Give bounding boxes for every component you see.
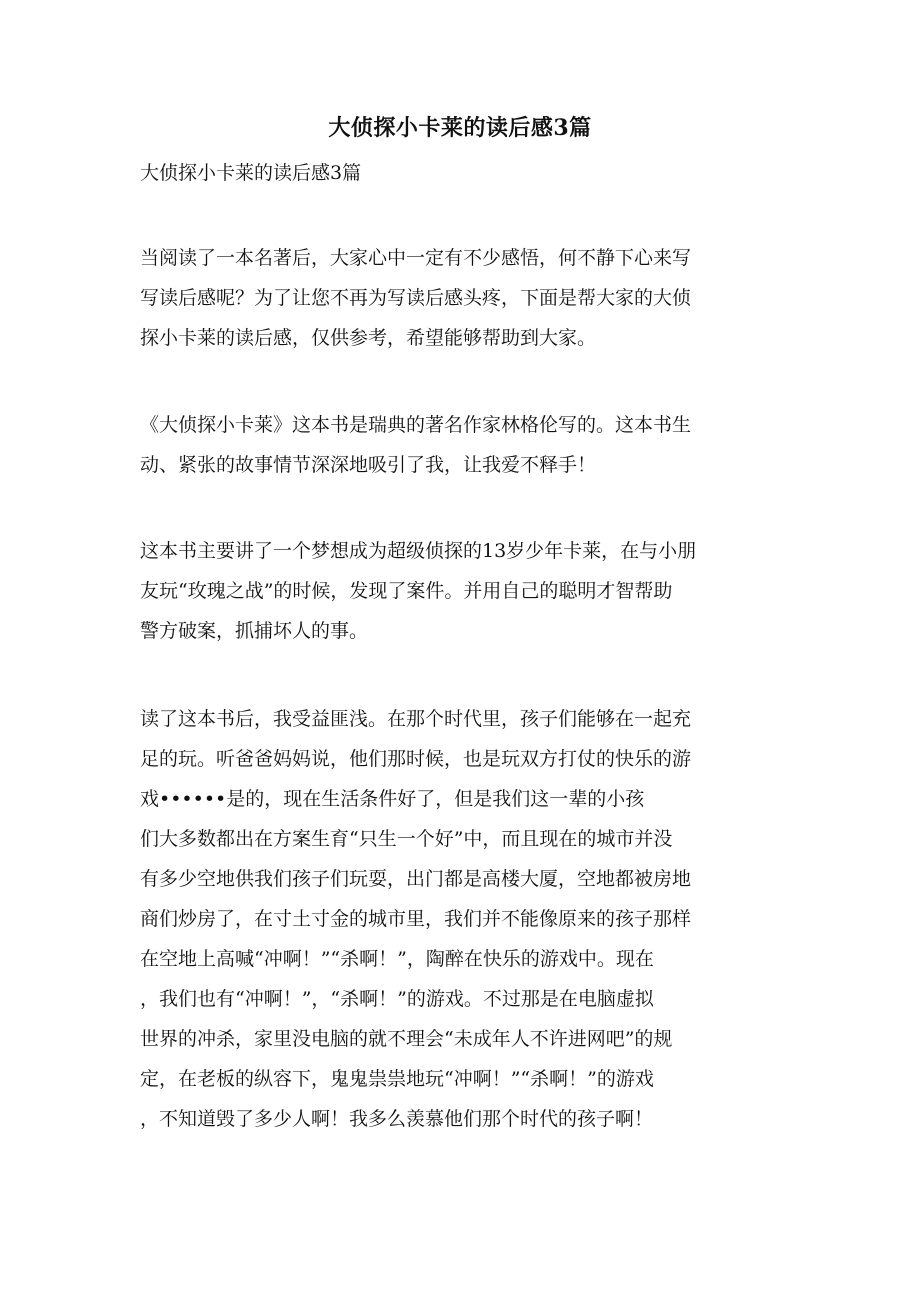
- text-line: 读了这本书后，我受益匪浅。在那个时代里，孩子们能够在一起充: [140, 708, 692, 730]
- page-title: 大侦探小卡莱的读后感3篇: [328, 115, 592, 141]
- text-line: 世界的冲杀，家里没电脑的就不理会“未成年人不许进网吧”的规: [140, 1028, 673, 1050]
- text-line: 这本书主要讲了一个梦想成为超级侦探的13岁少年卡莱，在与小朋: [140, 540, 697, 562]
- text-line: 探小卡莱的读后感，仅供参考，希望能够帮助到大家。: [140, 327, 597, 349]
- text-line: ，不知道毁了多少人啊！我多么羡慕他们那个时代的孩子啊！: [140, 1108, 654, 1130]
- subtitle: 大侦探小卡莱的读后感3篇: [140, 162, 362, 184]
- text-line: 动、紧张的故事情节深深地吸引了我，让我爱不释手！: [140, 454, 597, 476]
- paragraph-summary: [140, 531, 780, 651]
- text-line: 友玩“玫瑰之战”的时候，发现了案件。并用自己的聪明才智帮助: [140, 580, 673, 602]
- paragraph-reflection: [140, 699, 780, 1139]
- text-line: 定，在老板的纵容下，鬼鬼祟祟地玩“冲啊！”“杀啊！”的游戏: [140, 1068, 654, 1090]
- paragraph-intro: [140, 238, 780, 358]
- text-line: 戏••••••是的，现在生活条件好了，但是我们这一辈的小孩: [140, 788, 645, 810]
- text-line: 足的玩。听爸爸妈妈说，他们那时候，也是玩双方打仗的快乐的游: [140, 748, 692, 770]
- text-line: 写读后感呢？为了让您不再为写读后感头疼，下面是帮大家的大侦: [140, 287, 692, 309]
- text-line: ，我们也有“冲啊！”，“杀啊！”的游戏。不过那是在电脑虚拟: [140, 988, 654, 1010]
- text-line: 有多少空地供我们孩子们玩耍，出门都是高楼大厦，空地都被房地: [140, 868, 692, 890]
- text-line: 在空地上高喊“冲啊！”“杀啊！”，陶醉在快乐的游戏中。现在: [140, 948, 654, 970]
- text-line: 当阅读了一本名著后，大家心中一定有不少感悟，何不静下心来写: [140, 247, 692, 269]
- text-line: 《大侦探小卡莱》这本书是瑞典的著名作家林格伦写的。这本书生: [140, 414, 692, 436]
- paragraph-book-intro: [140, 405, 780, 485]
- text-line: 们大多数都出在方案生育“只生一个好”中，而且现在的城市并没: [140, 828, 673, 850]
- text-line: 警方破案，抓捕坏人的事。: [140, 620, 369, 642]
- text-line: 商们炒房了，在寸土寸金的城市里，我们并不能像原来的孩子那样: [140, 908, 692, 930]
